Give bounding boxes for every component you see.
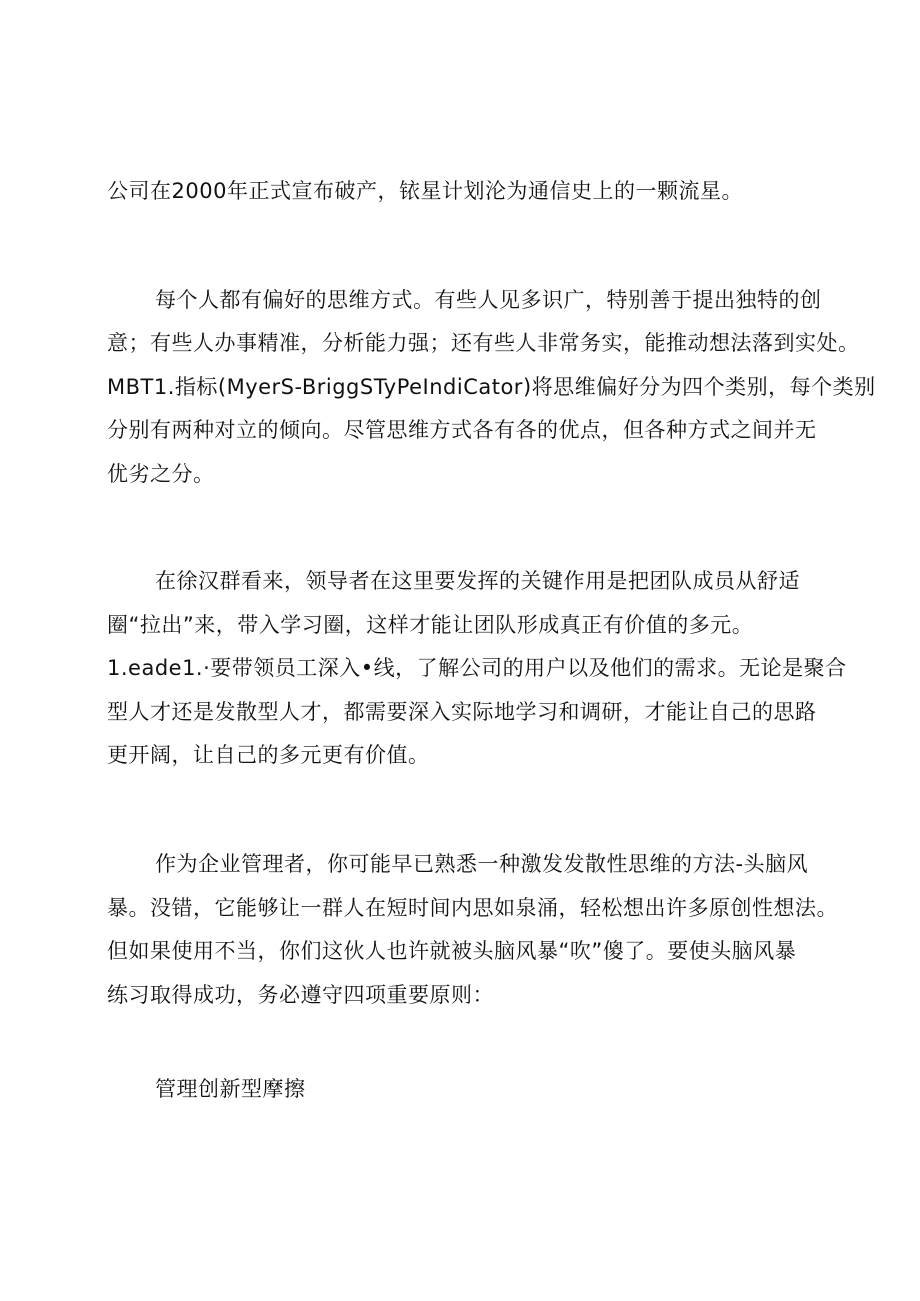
paragraph-2-line-2: 意；有些人办事精准，分析能力强；还有些人非常务实，能推动想法落到实处。 [107, 331, 860, 355]
paragraph-2-line-1: 每个人都有偏好的思维方式。有些人见多识广，特别善于提出独特的创 [155, 288, 822, 312]
paragraph-4-line-2: 暴。没错，它能够让一群人在短时间内思如泉涌，轻松想出许多原创性想法。 [107, 896, 838, 920]
paragraph-4-line-1: 作为企业管理者，你可能早已熟悉一种激发发散性思维的方法-头脑风 [155, 852, 809, 876]
paragraph-4-line-3: 但如果使用不当，你们这伙人也许就被头脑风暴“吹”傻了。要使头脑风暴 [107, 939, 797, 963]
paragraph-4-line-4: 练习取得成功，务必遵守四项重要原则： [107, 983, 494, 1007]
paragraph-1-line-1: 公司在2000年正式宣布破产，铱星计划沦为通信史上的一颗流星。 [107, 179, 743, 203]
paragraph-2-line-3: MBT1.指标(MyerS-BriggSTyPeIndiCator)将思维偏好分为四个类别，每个类别 [107, 375, 876, 399]
paragraph-3-line-5: 更开阔，让自己的多元更有价值。 [107, 743, 430, 767]
paragraph-3-line-3: 1.eade1.·要带领员工深入•线，了解公司的用户以及他们的需求。无论是聚合 [107, 656, 847, 680]
paragraph-3-line-2: 圈“拉出”来，带入学习圈，这样才能让团队形成真正有价值的多元。 [107, 613, 754, 637]
paragraph-3-line-4: 型人才还是发散型人才，都需要深入实际地学习和调研，才能让自己的思路 [107, 700, 817, 724]
paragraph-3-line-1: 在徐汉群看来，领导者在这里要发挥的关键作用是把团队成员从舒适 [155, 569, 800, 593]
paragraph-2-line-4: 分别有两种对立的倾向。尽管思维方式各有各的优点，但各种方式之间并无 [107, 418, 817, 442]
paragraph-2-line-5: 优劣之分。 [107, 462, 215, 486]
section-heading: 管理创新型摩擦 [155, 1077, 306, 1101]
